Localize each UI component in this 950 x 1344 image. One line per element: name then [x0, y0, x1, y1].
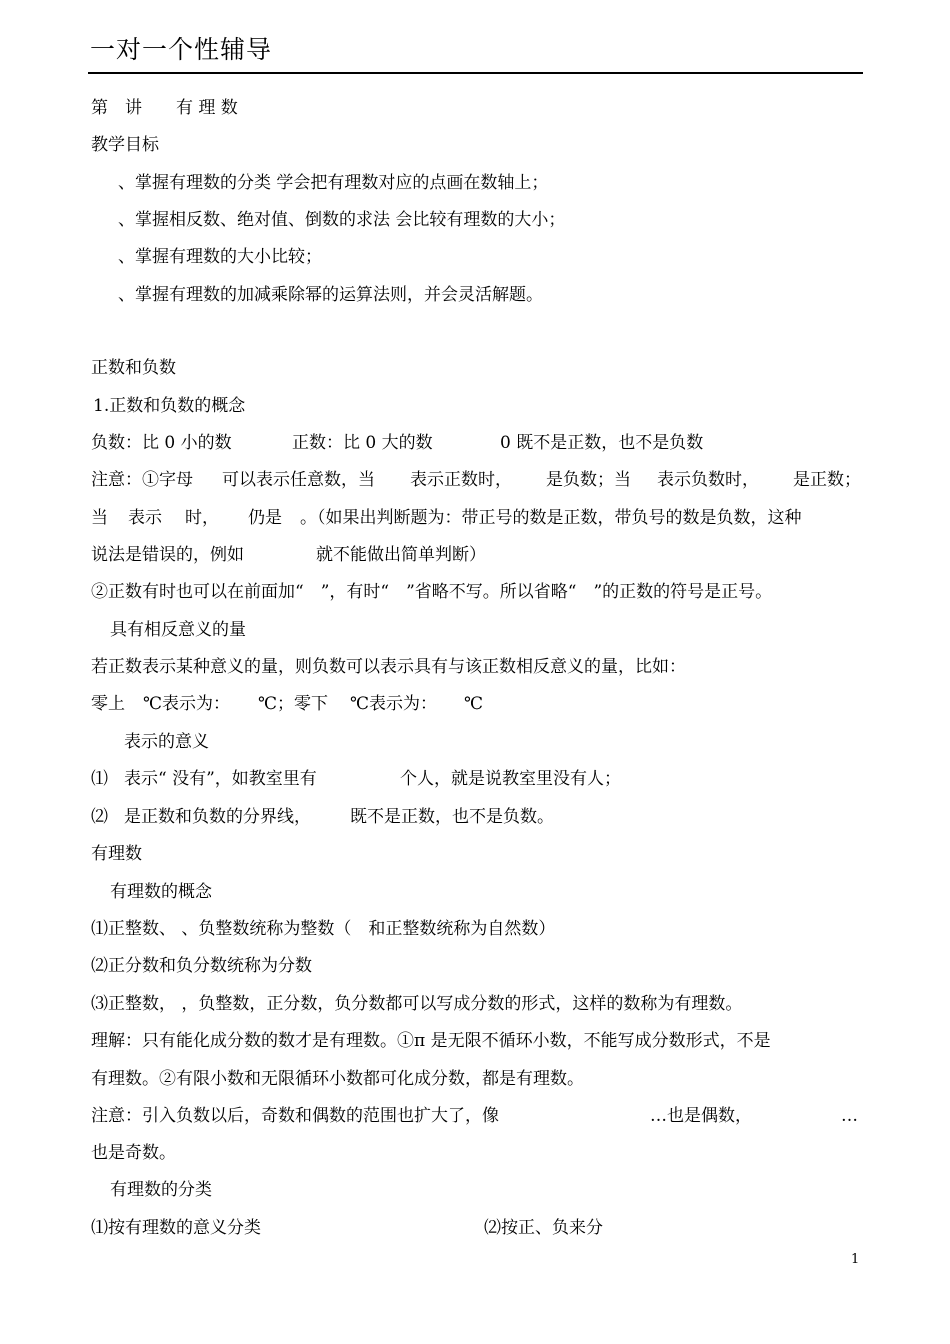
- concept-heading: 1.正数和负数的概念: [93, 396, 246, 416]
- definition-positive: 正数：比 0 大的数: [292, 433, 433, 453]
- note1-text: 表示负数时，: [657, 470, 759, 490]
- note1-text: 表示正数时，: [410, 470, 512, 490]
- understanding-text: 理解：只有能化成分数的数才是有理数。①π 是无限不循环小数，不能写成分数形式，不是: [91, 1031, 771, 1051]
- parity-note-text: 注意：引入负数以后，奇数和偶数的范围也扩大了，像: [91, 1106, 499, 1126]
- note2-text: ②正数有时也可以在前面加“ ”，有时“ ”省略不写。所以省略“ ”的正数的符号是正号。: [91, 582, 773, 602]
- parity-note-text: …: [841, 1106, 858, 1126]
- rational-concept-item: ⑵正分数和负分数统称为分数: [91, 956, 312, 976]
- rational-concept-item: ⑶正整数， ，负整数，正分数，负分数都可以写成分数的形式，这样的数称为有理数。: [91, 994, 743, 1014]
- objectives-heading: 教学目标: [91, 135, 159, 155]
- lesson-title: 第 讲 有 理 数: [91, 98, 238, 118]
- note1-text: 可以表示任意数，当: [222, 470, 375, 490]
- parity-note-text: 也是奇数。: [91, 1143, 176, 1163]
- header-rule: [88, 72, 863, 74]
- zero-meaning-heading: 表示的意义: [124, 732, 209, 752]
- note1-text: 。（如果出判断题为：带正号的数是正数，带负号的数是负数，这种: [300, 508, 802, 528]
- note1-text: 时，: [185, 508, 219, 528]
- header-title: 一对一个性辅导: [90, 35, 273, 64]
- note1-text: 注意：①字母: [91, 470, 193, 490]
- zero-meaning-text: 表示“ 没有”，如教室里有: [124, 769, 317, 789]
- temperature-text: ℃: [464, 694, 484, 714]
- note1-text: 是正数；: [793, 470, 861, 490]
- temperature-text: ℃；零下: [258, 694, 329, 714]
- opposite-text: 若正数表示某种意义的量，则负数可以表示具有与该正数相反意义的量，比如：: [91, 657, 686, 677]
- note1-text: 是负数；当: [546, 470, 631, 490]
- opposite-heading: 具有相反意义的量: [110, 620, 246, 640]
- objective-item: 、掌握有理数的分类 学会把有理数对应的点画在数轴上；: [118, 173, 549, 193]
- temperature-text: 零上: [91, 694, 125, 714]
- understanding-text: 有理数。②有限小数和无限循环小数都可化成分数，都是有理数。: [91, 1069, 584, 1089]
- classification-by-meaning: ⑴按有理数的意义分类: [91, 1218, 261, 1238]
- definition-zero: 0 既不是正数，也不是负数: [500, 433, 704, 453]
- note1-text: 就不能做出简单判断）: [316, 545, 486, 565]
- zero-meaning-text: 个人，就是说教室里没有人；: [400, 769, 621, 789]
- note1-text: 表示: [128, 508, 162, 528]
- note1-text: 当: [91, 508, 108, 528]
- objective-item: 、掌握有理数的大小比较；: [118, 247, 322, 267]
- objective-item: 、掌握相反数、绝对值、倒数的求法 会比较有理数的大小；: [118, 210, 566, 230]
- rational-concept-heading: 有理数的概念: [110, 882, 212, 902]
- temperature-text: ℃表示为：: [143, 694, 231, 714]
- rational-concept-item: ⑴正整数、 、负整数统称为整数（ 和正整数统称为自然数）: [91, 919, 556, 939]
- parity-note-text: …也是偶数，: [650, 1106, 752, 1126]
- classification-by-sign: ⑵按正、负来分: [484, 1218, 603, 1238]
- temperature-text: ℃表示为：: [350, 694, 438, 714]
- zero-meaning-text: 是正数和负数的分界线，: [124, 807, 311, 827]
- section-heading-rational: 有理数: [91, 844, 142, 864]
- definition-negative: 负数：比 0 小的数: [91, 433, 232, 453]
- objective-item: 、掌握有理数的加减乘除幂的运算法则，并会灵活解题。: [118, 285, 543, 305]
- section-heading-positive-negative: 正数和负数: [91, 358, 176, 378]
- note1-text: 说法是错误的，例如: [91, 545, 244, 565]
- note1-text: 仍是: [248, 508, 282, 528]
- zero-meaning-number: ⑵: [91, 807, 108, 827]
- classification-heading: 有理数的分类: [110, 1180, 212, 1200]
- zero-meaning-text: 既不是正数，也不是负数。: [350, 807, 554, 827]
- zero-meaning-number: ⑴: [91, 769, 108, 789]
- page-number: 1: [851, 1252, 860, 1267]
